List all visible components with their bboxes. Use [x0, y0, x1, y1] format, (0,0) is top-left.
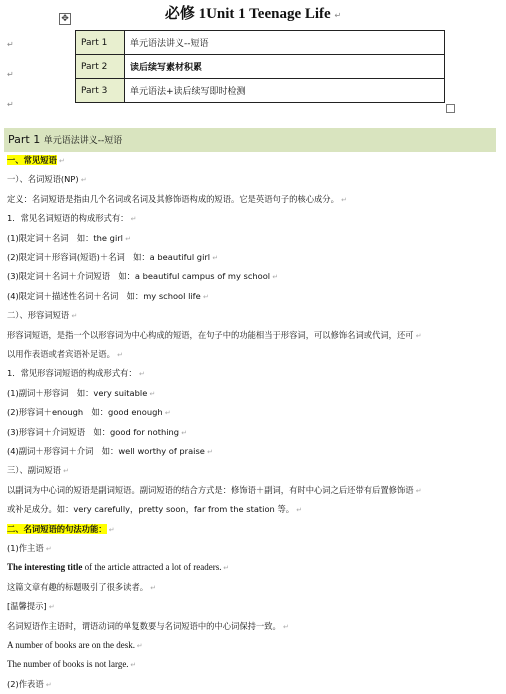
table-row [76, 79, 445, 103]
paragraph-mark-icon: ↵ [7, 100, 14, 109]
text-line [7, 193, 499, 206]
text-line-content: 以用作表语或者宾语补足语。 [7, 349, 115, 359]
text-line [7, 484, 499, 497]
text-line-content: 形容词短语，是指一个以形容词为中心构成的短语，在句子中的功能相当于形容词，可以修饰名词或代词，还可 [7, 329, 414, 340]
paragraph-mark-icon: ↵ [134, 642, 143, 650]
table-cell-part[interactable]: Part 2 [76, 55, 125, 79]
table-cell-desc[interactable]: 单元语法+读后续写即时检测 [125, 79, 445, 103]
paragraph-mark-icon: ↵ [221, 564, 230, 573]
paragraph-mark-icon: ↵ [78, 176, 87, 185]
paragraph-mark-icon: ↵ [280, 622, 289, 631]
table-row [76, 55, 445, 79]
text-line-content: 1．常见名词短语的构成形式有： [7, 213, 129, 224]
text-line-content: 名词短语作主语时，谓语动词的单复数要与名词短语中的中心词保持一致。 [7, 620, 281, 631]
text-line-content: 一、常见短语 [7, 155, 57, 165]
paragraph-mark-icon: ↵ [60, 467, 70, 476]
text-line [7, 445, 499, 458]
paragraph-mark-icon: ↵ [136, 370, 145, 379]
paragraph-mark-icon: ↵ [270, 273, 279, 282]
paragraph-mark-icon: ↵ [162, 409, 171, 418]
text-line [7, 658, 499, 671]
text-line [7, 406, 499, 419]
paragraph-mark-icon: ↵ [413, 486, 422, 495]
text-line [7, 620, 499, 633]
paragraph-mark-icon: ↵ [413, 331, 422, 340]
page-title: 必修 1Unit 1 Teenage Life ↵ [164, 6, 342, 22]
text-line-content: (4)限定词＋描述性名词＋名词 如：my school life [7, 290, 201, 301]
paragraph-mark-icon: ↵ [122, 234, 132, 243]
text-line [7, 600, 499, 613]
text-line [7, 426, 499, 439]
text-line-content: A number of books are on the desk. [7, 640, 135, 650]
text-line [7, 464, 499, 477]
table-move-handle-icon[interactable]: ✥ [59, 13, 71, 25]
text-line-content: (3)限定词＋名词＋介词短语 如：a beautiful campus of my school [7, 271, 271, 282]
text-line-content: 或补足成分。如：very carefully，pretty soon，far from the station 等。 [7, 504, 295, 515]
text-line [7, 270, 499, 283]
paragraph-mark-icon: ↵ [114, 351, 123, 359]
text-line [7, 542, 499, 555]
paragraph-mark-icon: ↵ [338, 195, 347, 204]
text-line [7, 561, 499, 574]
text-line-content: The number of books is not large. [7, 659, 129, 670]
text-line [7, 348, 499, 361]
text-line-content: 1．常见形容词短语的构成形式有： [7, 368, 137, 379]
text-line [7, 154, 499, 167]
text-line-content: 以副词为中心词的短语是副词短语。副词短语的结合方式是：修饰语＋副词，有时中心词之后还带有后置修饰语 [7, 484, 414, 495]
text-line-content: 定义：名词短语是指由几个名词或名词及其修饰语构成的短语。它是英语句子的核心成分。 [7, 193, 339, 204]
section-title: 单元语法讲义--短语 [43, 136, 123, 146]
contents-table [75, 30, 445, 103]
text-line-content: (3)形容词＋介词短语 如：good for nothing [7, 426, 180, 437]
table-cell-part[interactable]: Part 1 [76, 31, 125, 55]
text-line [7, 173, 499, 186]
text-line-content: [温馨提示] [7, 601, 47, 612]
table-cell-part[interactable]: Part 3 [76, 79, 125, 103]
table-row [76, 31, 445, 55]
text-line-content: 三）、副词短语 [7, 465, 61, 476]
paragraph-mark-icon: ↵ [128, 661, 137, 670]
table-cell-desc[interactable]: 读后续写素材积累 [125, 55, 445, 79]
text-line-content: 这篇文章有趣的标题吸引了很多读者。 [7, 581, 149, 592]
text-line [7, 387, 499, 400]
paragraph-mark-icon: ↵ [69, 312, 78, 321]
text-line [7, 503, 499, 516]
text-line-content: (2)限定词＋形容词(短语)＋名词 如：a beautiful girl [7, 252, 211, 262]
paragraph-mark-icon: ↵ [7, 40, 14, 49]
text-line-content: The interesting title of the article attracted a lot of readers. [7, 562, 222, 573]
text-line [7, 212, 499, 225]
paragraph-mark-icon: ↵ [128, 215, 137, 224]
text-line-content: (2)作表语 [7, 678, 44, 689]
text-line [7, 639, 499, 652]
paragraph-mark-icon: ↵ [179, 428, 188, 437]
paragraph-mark-icon: ↵ [204, 448, 214, 456]
text-line [7, 251, 499, 264]
text-line [7, 678, 499, 691]
paragraph-mark-icon: ↵ [147, 389, 156, 398]
text-line-content: 二、名词短语的句法功能： [7, 523, 107, 534]
text-line-content: (2)形容词＋enough 如：good enough [7, 407, 163, 418]
text-line [7, 523, 499, 536]
text-line-content: (4)副词＋形容词＋介词 如：well worthy of praise [7, 446, 205, 456]
paragraph-mark-icon: ↵ [200, 292, 209, 301]
section-heading [4, 128, 496, 152]
paragraph-mark-icon: ↵ [106, 525, 115, 534]
paragraph-mark-icon: ↵ [210, 254, 219, 262]
table-cell-desc[interactable]: 单元语法讲义--短语 [125, 31, 445, 55]
text-line-content: (1)限定词＋名词 如：the girl [7, 232, 123, 243]
text-line [7, 367, 499, 380]
paragraph-mark-icon: ↵ [7, 70, 14, 79]
text-line [7, 581, 499, 594]
text-line [7, 290, 499, 303]
text-line-content: 二）、形容词短语 [7, 310, 70, 321]
paragraph-mark-icon: ↵ [294, 506, 303, 515]
table-resize-handle-icon[interactable] [446, 104, 455, 113]
section-part: Part 1 [8, 133, 41, 146]
paragraph-mark-icon: ↵ [46, 603, 55, 612]
paragraph-mark-icon: ↵ [334, 11, 342, 20]
text-line [7, 329, 499, 342]
paragraph-mark-icon: ↵ [43, 680, 52, 689]
paragraph-mark-icon: ↵ [56, 157, 65, 165]
text-line [7, 232, 499, 245]
text-line [7, 309, 499, 322]
paragraph-mark-icon: ↵ [43, 545, 52, 553]
text-line-content: 一）、名词短语(NP) [7, 174, 79, 185]
text-line-content: (1)副词＋形容词 如：very suitable [7, 387, 148, 398]
text-line-content: (1)作主语 [7, 543, 44, 553]
paragraph-mark-icon: ↵ [148, 583, 157, 592]
